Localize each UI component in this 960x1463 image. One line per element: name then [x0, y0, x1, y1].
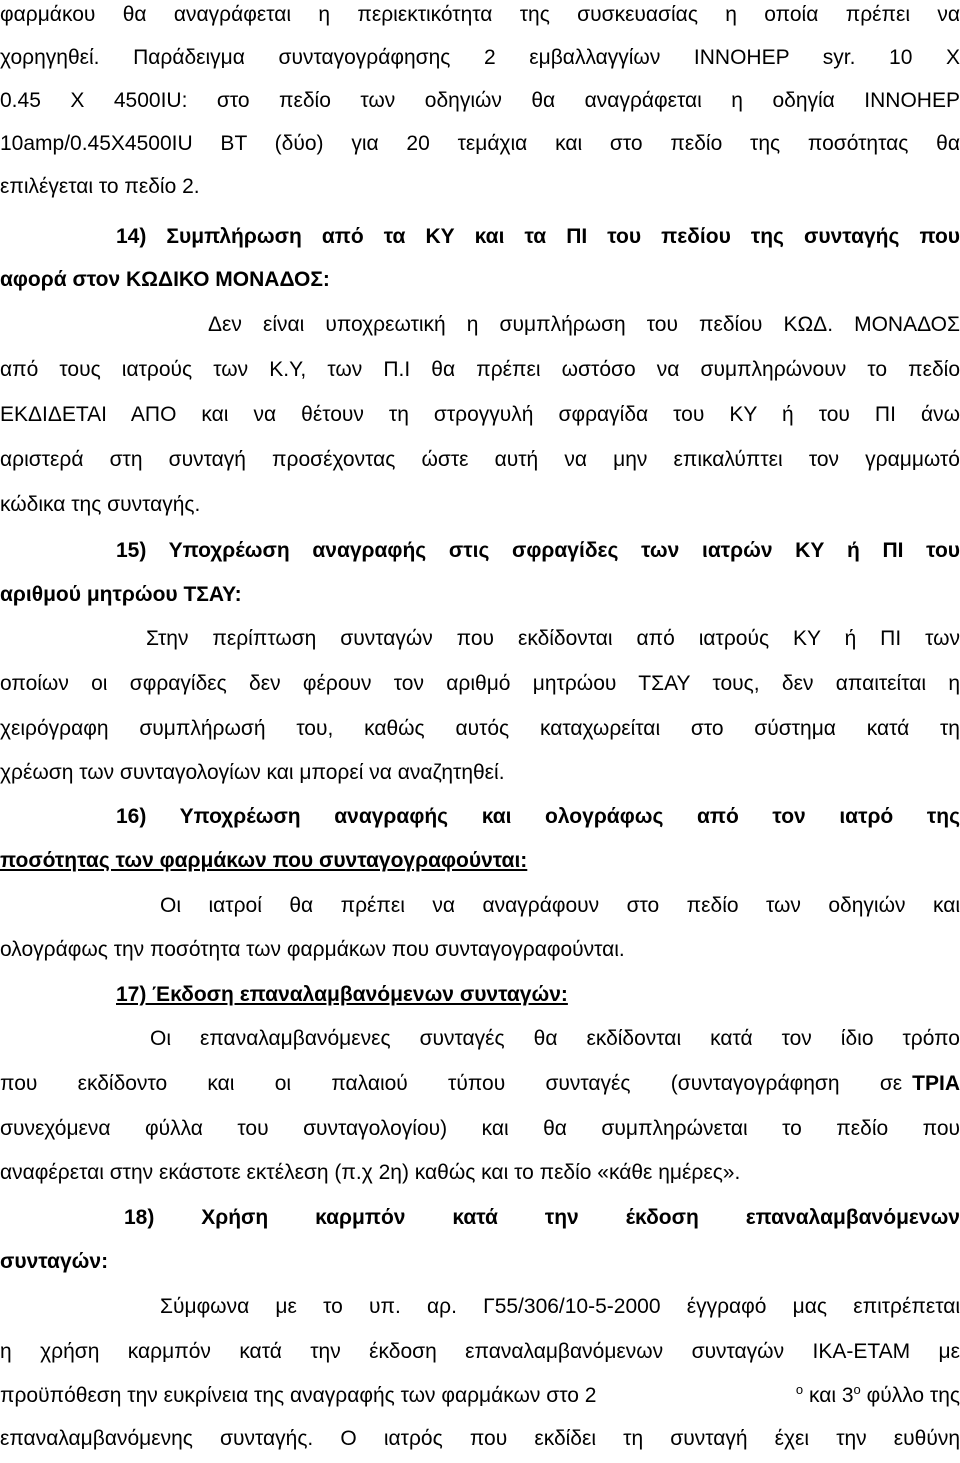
- section-15-text-4: χρέωση των συνταγολογίων και μπορεί να αναζητηθεί.: [0, 761, 505, 784]
- section-15-text-1: Στην περίπτωση συνταγών που εκδίδονται από ιατρούς ΚΥ ή ΠΙ των: [146, 627, 960, 650]
- section-15-para-line-2: [0, 669, 960, 699]
- intro-text-5: επιλέγεται το πεδίο 2.: [0, 175, 200, 198]
- section-14-text-5: κώδικα της συνταγής.: [0, 493, 201, 516]
- section-17-text-3: συνεχόμενα φύλλα του συνταγολογίου) και θα συμπληρώνεται το πεδίο που: [0, 1117, 960, 1140]
- section-15-para-line-4: [0, 758, 960, 788]
- section-14-text-3: ΕΚΔΙΔΕΤΑΙ ΑΠΟ και να θέτουν τη στρογγυλή σφραγίδα του ΚΥ ή του ΠΙ άνω: [0, 403, 960, 426]
- section-18-text-3: [0, 1381, 960, 1411]
- section-16-heading-line-2: [0, 846, 960, 876]
- section-15-text-3: χειρόγραφη συμπλήρωσή του, καθώς αυτός καταχωρείται στο σύστημα κατά τη: [0, 717, 960, 740]
- section-14-para-line-4: [0, 445, 960, 475]
- section-18-heading-2: συνταγών:: [0, 1250, 109, 1273]
- section-14-para-line-1: [0, 310, 960, 340]
- section-18-para-line-1: [0, 1292, 960, 1322]
- section-15-para-line-3: [0, 714, 960, 744]
- intro-line-2: [0, 43, 960, 73]
- section-18-text-3a: προϋπόθεση την ευκρίνεια της αναγραφής των φαρμάκων στο 2: [0, 1384, 597, 1407]
- section-18-text-2: η χρήση καρμπόν κατά την έκδοση επαναλαμβανόμενων συνταγών ΙΚΑ-ΕΤΑΜ με: [0, 1340, 960, 1363]
- section-16-heading-2: ποσότητας των φαρμάκων που συνταγογραφούνται:: [0, 849, 528, 872]
- section-18-text-3c: φύλλο της: [860, 1384, 960, 1407]
- section-14-para-line-3: [0, 400, 960, 430]
- section-15-heading-line-2: [0, 580, 960, 610]
- section-17-para-line-2: [0, 1069, 960, 1099]
- section-14-text-4: αριστερά στη συνταγή προσέχοντας ώστε αυτή να μην επικαλύπτει τον γραμμωτό: [0, 448, 960, 471]
- section-16-heading-line-1: [0, 802, 960, 832]
- section-16-para-line-2: [0, 935, 960, 965]
- section-14-para-line-2: [0, 355, 960, 385]
- section-14-heading-line-1: [0, 222, 960, 252]
- intro-line-1: [0, 0, 960, 30]
- intro-text-3: 0.45 X 4500IU: στο πεδίο των οδηγιών θα αναγράφεται η οδηγία INNOHEP: [0, 89, 960, 112]
- section-17-para-line-3: [0, 1114, 960, 1144]
- section-17-heading-line-1: [0, 980, 960, 1010]
- ordinal-superscript-2: ο: [853, 1382, 861, 1397]
- section-18-text-4: επαναλαμβανόμενης συνταγής. Ο ιατρός που εκδίδει τη συνταγή έχει την ευθύνη: [0, 1427, 960, 1450]
- section-18-text-3b: και 3: [803, 1384, 854, 1407]
- intro-line-3: [0, 86, 960, 116]
- section-15-heading-1: 15) Υποχρέωση αναγραφής στις σφραγίδες των ιατρών ΚΥ ή ΠΙ του: [116, 539, 960, 562]
- section-17-text-2a: που εκδίδοντο και οι παλαιού τύπου συνταγές (συνταγογράφηση σε: [0, 1072, 903, 1095]
- section-17-para-line-4: [0, 1158, 960, 1188]
- section-17-text-4: αναφέρεται στην εκάστοτε εκτέλεση (π.χ 2η) καθώς και το πεδίο «κάθε ημέρες».: [0, 1161, 741, 1184]
- section-15-heading-line-1: [0, 536, 960, 566]
- section-15-para-line-1: [0, 624, 960, 654]
- intro-line-4: [0, 129, 960, 159]
- section-18-heading-line-2: [0, 1247, 960, 1277]
- section-17-text-1: Οι επαναλαμβανόμενες συνταγές θα εκδίδονται κατά τον ίδιο τρόπο: [150, 1027, 960, 1050]
- section-18-para-line-4: [0, 1424, 960, 1454]
- section-17-text-2b: ΤΡΙΑ: [912, 1072, 960, 1095]
- section-16-heading-1: 16) Υποχρέωση αναγραφής και ολογράφως από τον ιατρό της: [116, 805, 960, 828]
- ordinal-superscript-1: ο: [795, 1382, 804, 1397]
- section-18-para-line-2: [0, 1337, 960, 1367]
- section-14-heading-1: 14) Συμπλήρωση από τα ΚΥ και τα ΠΙ του πεδίου της συνταγής που: [116, 225, 960, 248]
- section-16-text-1: Οι ιατροί θα πρέπει να αναγράφουν στο πεδίο των οδηγιών και: [160, 894, 960, 917]
- section-16-para-line-1: [0, 891, 960, 921]
- section-14-text-1: Δεν είναι υποχρεωτική η συμπλήρωση του πεδίου ΚΩΔ. ΜΟΝΑΔΟΣ: [208, 313, 960, 336]
- section-14-heading-2: αφορά στον ΚΩΔΙΚΟ ΜΟΝΑΔΟΣ:: [0, 268, 330, 291]
- intro-line-5: [0, 172, 960, 202]
- section-18-heading-1: 18) Χρήση καρμπόν κατά την έκδοση επαναλαμβανόμενων: [124, 1206, 960, 1229]
- section-17-heading-1: 17) Έκδοση επαναλαμβανόμενων συνταγών:: [116, 983, 568, 1006]
- intro-text-1: φαρμάκου θα αναγράφεται η περιεκτικότητα της συσκευασίας η οποία πρέπει να: [0, 3, 960, 26]
- section-17-para-line-1: [0, 1024, 960, 1054]
- section-16-text-2: ολογράφως την ποσότητα των φαρμάκων που συνταγογραφούνται.: [0, 938, 625, 961]
- intro-text-2: χορηγηθεί. Παράδειγμα συνταγογράφησης 2 εμβαλλαγγίων INNOHEP syr. 10 X: [0, 46, 960, 69]
- section-18-para-line-3: [0, 1381, 960, 1411]
- section-18-text-3-rest: [796, 1381, 960, 1411]
- intro-text-4: 10amp/0.45X4500IU BT (δύο) για 20 τεμάχια και στο πεδίο της ποσότητας θα: [0, 132, 960, 155]
- section-18-heading-line-1: [0, 1203, 960, 1233]
- section-18-text-1: Σύμφωνα με το υπ. αρ. Γ55/306/10-5-2000 έγγραφό μας επιτρέπεται: [160, 1295, 960, 1318]
- section-15-heading-2: αριθμού μητρώου ΤΣΑΥ:: [0, 583, 242, 606]
- section-14-heading-line-2: [0, 265, 960, 295]
- section-14-para-line-5: [0, 490, 960, 520]
- section-14-text-2: από τους ιατρούς των Κ.Υ, των Π.Ι θα πρέπει ωστόσο να συμπληρώνουν το πεδίο: [0, 358, 960, 381]
- section-15-text-2: οποίων οι σφραγίδες δεν φέρουν τον αριθμό μητρώου ΤΣΑΥ τους, δεν απαιτείται η: [0, 672, 960, 695]
